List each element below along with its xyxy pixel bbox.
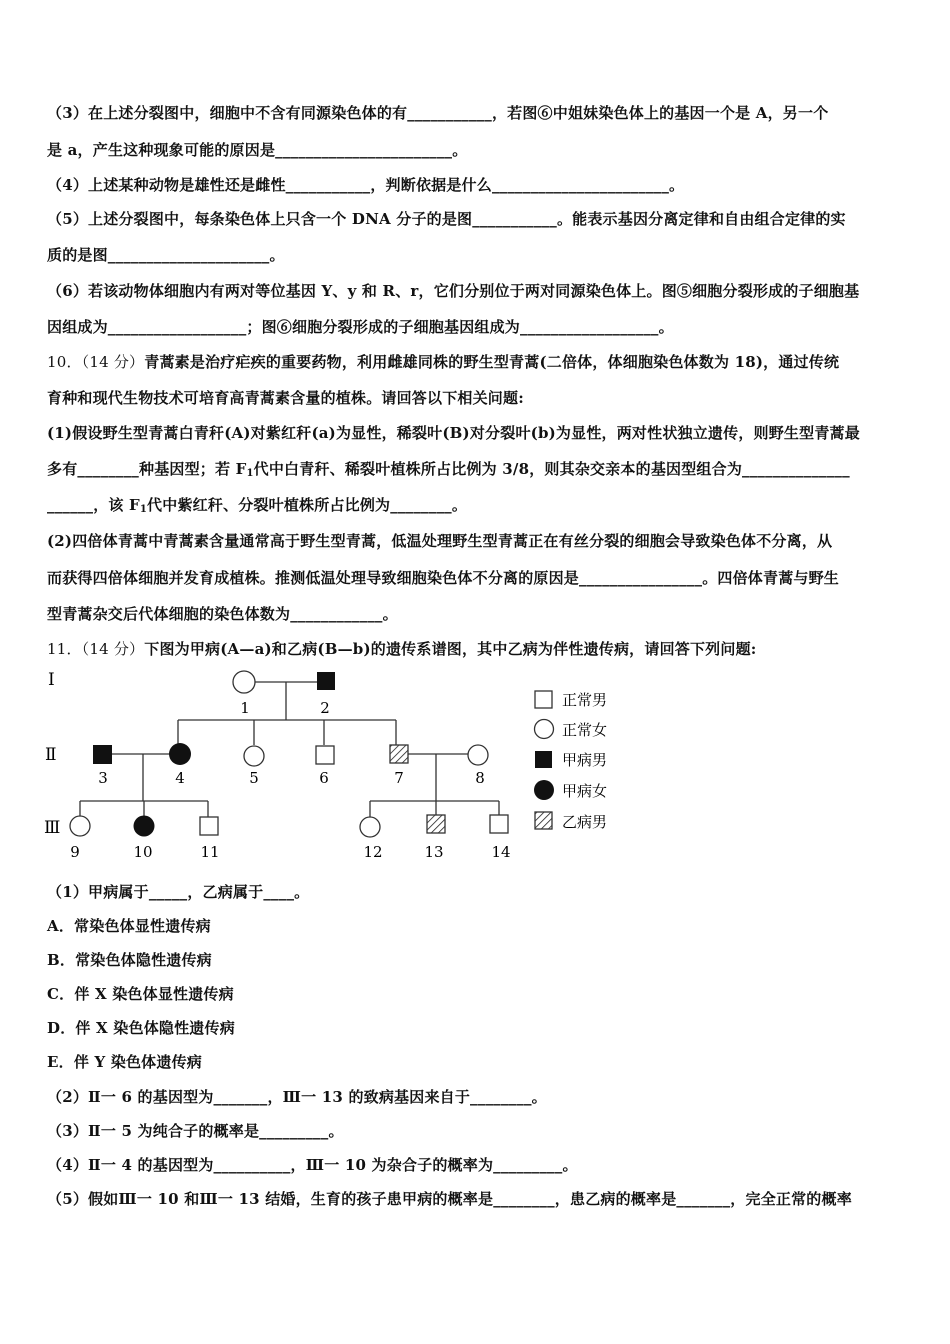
legend-normal-male-symbol — [535, 691, 552, 708]
label-7: 7 — [394, 769, 404, 787]
q10-intro-line2: 育种和现代生物技术可培育高青蒿素含量的植株。请回答以下相关问题: — [47, 389, 524, 407]
individual-4 — [169, 743, 191, 765]
q11-intro — [47, 638, 757, 660]
label-4: 4 — [175, 769, 185, 787]
legend-disease-b-male: 乙病男 — [562, 813, 608, 831]
individual-11 — [200, 817, 218, 835]
q10-part1-line2a: 多有________种基因型；若 F — [47, 460, 247, 478]
q10-part2-line3: 型青蒿杂交后代体细胞的染色体数为____________。 — [47, 605, 398, 623]
q10-part1-line3b: 代中紫红秆、分裂叶植株所占比例为________。 — [147, 496, 468, 514]
legend-normal-female: 正常女 — [562, 721, 608, 739]
individual-1 — [233, 671, 255, 693]
option-c: C．伴 X 染色体显性遗传病 — [47, 985, 234, 1003]
individual-6 — [316, 746, 334, 764]
legend-disease-a-female-symbol — [534, 780, 554, 800]
label-2: 2 — [320, 699, 330, 717]
legend-disease-a-male: 甲病男 — [562, 751, 608, 769]
label-6: 6 — [319, 769, 329, 787]
gen-label-3: Ⅲ — [44, 818, 61, 838]
q10-part2-line2: 而获得四倍体细胞并发育成植株。推测低温处理导致细胞染色体不分离的原因是________________。四倍体青蒿与野生 — [47, 569, 840, 587]
label-14: 14 — [491, 843, 511, 861]
individual-14 — [490, 815, 508, 833]
q11-part3: （3）Ⅱ一 5 为纯合子的概率是_________。 — [47, 1122, 344, 1140]
legend-disease-b-male-symbol — [535, 812, 552, 829]
q11-intro-text: 下图为甲病(A—a)和乙病(B—b)的遗传系谱图，其中乙病为伴性遗传病，请回答下列问题: — [144, 640, 757, 658]
label-10: 10 — [133, 843, 153, 861]
label-11: 11 — [200, 843, 220, 861]
individual-7 — [390, 745, 408, 763]
pedigree-legend — [534, 691, 607, 831]
q11-number: 11．（14 分） — [47, 640, 145, 658]
q9-part6-line2: 因组成为__________________；图⑥细胞分裂形成的子细胞基因组成为__________________。 — [47, 318, 674, 336]
individual-10 — [134, 816, 155, 837]
label-13: 13 — [424, 843, 444, 861]
label-8: 8 — [475, 769, 485, 787]
q11-part2: （2）Ⅱ一 6 的基因型为_______，Ⅲ一 13 的致病基因来自于________。 — [47, 1088, 547, 1106]
individual-5 — [244, 746, 264, 766]
q11-part5: （5）假如Ⅲ一 10 和Ⅲ一 13 结婚，生育的孩子患甲病的概率是________，患乙病的概率是_______，完全正常的概率 — [47, 1190, 852, 1208]
option-e: E．伴 Y 染色体遗传病 — [47, 1053, 202, 1071]
legend-disease-a-male-symbol — [535, 751, 552, 768]
individual-8 — [468, 745, 488, 765]
subscript: 1 — [246, 468, 254, 479]
q9-part5-line1: （5）上述分裂图中，每条染色体上只含一个 DNA 分子的是图___________。能表示基因分离定律和自由组合定律的实 — [47, 210, 846, 228]
label-1: 1 — [240, 699, 250, 717]
q11-part4: （4）Ⅱ一 4 的基因型为__________，Ⅲ一 10 为杂合子的概率为_________。 — [47, 1156, 578, 1174]
q9-part4: （4）上述某种动物是雄性还是雌性___________，判断依据是什么_______________________。 — [47, 176, 685, 194]
q10-part1-line3 — [47, 494, 467, 516]
legend-normal-female-symbol — [535, 720, 554, 739]
label-9: 9 — [70, 843, 80, 861]
gen-label-1: Ⅰ — [48, 670, 55, 690]
subscript: 1 — [139, 504, 148, 515]
option-b: B．常染色体隐性遗传病 — [47, 951, 212, 969]
label-12: 12 — [363, 843, 383, 861]
individual-12 — [360, 817, 380, 837]
gen-label-2: Ⅱ — [45, 745, 57, 765]
legend-normal-male: 正常男 — [562, 691, 608, 709]
q9-part3-line2: 是 a，产生这种现象可能的原因是_______________________。 — [47, 141, 468, 159]
label-3: 3 — [98, 769, 108, 787]
option-d: D．伴 X 染色体隐性遗传病 — [47, 1019, 235, 1037]
q10-intro-line1 — [47, 351, 839, 373]
q10-number: 10．（14 分） — [47, 353, 145, 371]
individual-2 — [317, 672, 335, 690]
q10-part2-line1: (2)四倍体青蒿中青蒿素含量通常高于野生型青蒿，低温处理野生型青蒿正在有丝分裂的细胞会导致染色体不分离，从 — [47, 532, 833, 550]
individual-13 — [427, 815, 445, 833]
q9-part6-line1: （6）若该动物体细胞内有两对等位基因 Y、y 和 R、r，它们分别位于两对同源染色体上。图⑤细胞分裂形成的子细胞基 — [47, 282, 860, 300]
pedigree-chart — [40, 665, 640, 865]
legend-disease-a-female: 甲病女 — [562, 782, 608, 800]
q10-part1-line1: (1)假设野生型青蒿白青秆(A)对紫红秆(a)为显性，稀裂叶(B)对分裂叶(b)为显性，两对性状独立遗传，则野生型青蒿最 — [47, 424, 860, 442]
label-5: 5 — [249, 769, 259, 787]
q9-part3-line1: （3）在上述分裂图中，细胞中不含有同源染色体的有___________，若图⑥中姐妹染色体上的基因一个是 A，另一个 — [47, 104, 829, 122]
q10-part1-line2 — [47, 458, 850, 480]
individual-3 — [93, 745, 112, 764]
q10-intro-text: 青蒿素是治疗疟疾的重要药物，利用雌雄同株的野生型青蒿(二倍体，体细胞染色体数为 18)，通过传统 — [144, 353, 840, 371]
q10-part1-line2b: 代中白青秆、稀裂叶植株所占比例为 3/8，则其杂交亲本的基因型组合为______________ — [253, 460, 850, 478]
q9-part5-line2: 质的是图_____________________。 — [47, 246, 285, 264]
q10-part1-line3a: ______，该 F — [47, 496, 140, 514]
option-a: A．常染色体显性遗传病 — [47, 917, 211, 935]
q11-part1: （1）甲病属于_____，乙病属于____。 — [47, 883, 310, 901]
individual-9 — [70, 816, 90, 836]
